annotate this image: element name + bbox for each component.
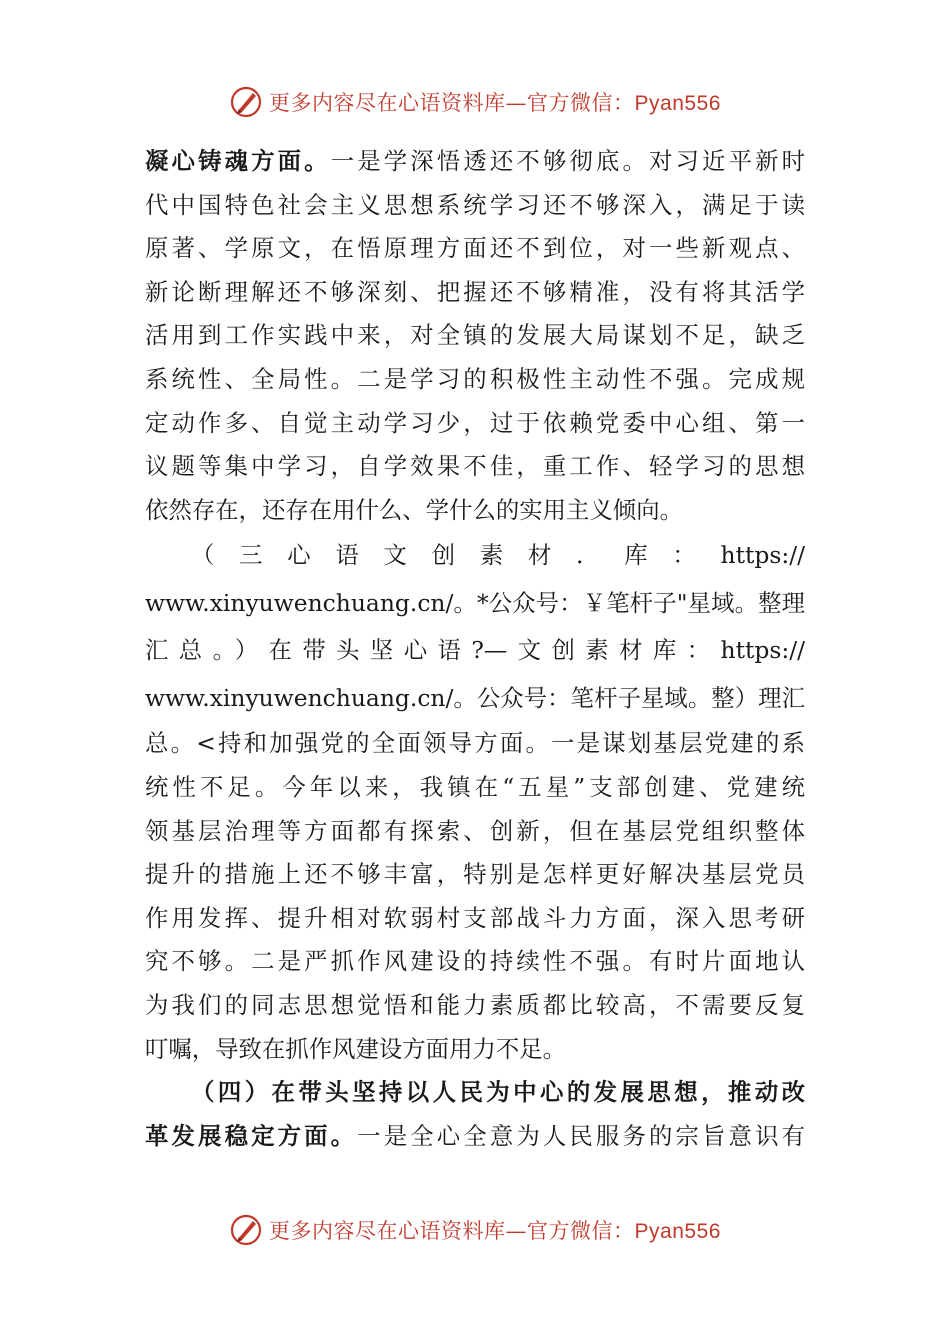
wechat-id: Pyan556 [634, 1220, 721, 1243]
bold-heading: （四）在带头坚持以人民为中心的发展思想，推动改 [191, 1078, 805, 1107]
text-line: 总。<持和加强党的全面领导方面。一是谋划基层党建的系 [145, 729, 805, 758]
wechat-id: Pyan556 [634, 92, 721, 115]
pen-quill-icon [229, 85, 263, 119]
pen-quill-icon [229, 1213, 263, 1247]
text-line: 提升的措施上还不够丰富，特别是怎样更好解决基层党员 [145, 860, 805, 889]
text-line: 活用到工作实践中来，对全镇的发展大局谋划不足，缺乏 [145, 321, 805, 350]
text-line: 代中国特色社会主义思想系统学习还不够深入，满足于读 [145, 190, 805, 219]
text-line: 凝心铸魂方面。一是学深悟透还不够彻底。对习近平新时 [145, 147, 805, 175]
bold-heading: 凝心铸魂方面。 [145, 147, 331, 175]
text-line [145, 1071, 805, 1115]
text-line: 领基层治理等方面都有探索、创新，但在基层党组织整体 [145, 816, 805, 845]
text-line: 为我们的同志思想觉悟和能力素质都比较高，不需要反复 [145, 990, 805, 1019]
banner-text: 更多内容尽在心语资料库—官方微信：Pyan556 [269, 91, 721, 115]
text-line: 依然存在，还存在用什么、学什么的实用主义倾向。 [145, 495, 683, 524]
text-line: www.xinyuwenchuang.cn/。公众号：笔杆子星域。整）理汇 [145, 683, 805, 712]
text-line: 究不够。二是严抓作风建设的持续性不强。有时片面地认 [145, 947, 805, 976]
text-line: 革发展稳定方面。一是全心全意为人民服务的宗旨意识有 [145, 1121, 805, 1150]
text-line: （三心语文创素材．库：https:// [191, 541, 805, 570]
text-line: 议题等集中学习，自学效果不佳，重工作、轻学习的思想 [145, 452, 805, 481]
text-line: 原著、学原文，在悟原理方面还不到位，对一些新观点、 [145, 234, 805, 263]
header-banner [0, 82, 950, 122]
text-line: 新论断理解还不够深刻、把握还不够精准，没有将其活学 [145, 277, 805, 306]
document-body [145, 140, 805, 1158]
bold-heading: 革发展稳定方面。 [145, 1121, 358, 1150]
text-line: 统性不足。今年以来，我镇在“五星”支部创建、党建统 [145, 772, 805, 801]
text-line: www.xinyuwenchuang.cn/。*公众号：￥笔杆子"星域。整理 [145, 588, 805, 617]
text-line: 作用发挥、提升相对软弱村支部战斗力方面，深入思考研 [145, 903, 805, 932]
banner-text: 更多内容尽在心语资料库—官方微信：Pyan556 [269, 1219, 721, 1243]
text-line: 定动作多、自觉主动学习少，过于依赖党委中心组、第一 [145, 408, 805, 437]
text-line: 叮嘱，导致在抓作风建设方面用力不足。 [145, 1034, 567, 1063]
footer-banner [0, 1210, 950, 1250]
text-line: 汇总。）在带头坚心语?—文创素材库：https:// [145, 636, 805, 665]
text-line: 系统性、全局性。二是学习的积极性主动性不强。完成规 [145, 364, 805, 393]
